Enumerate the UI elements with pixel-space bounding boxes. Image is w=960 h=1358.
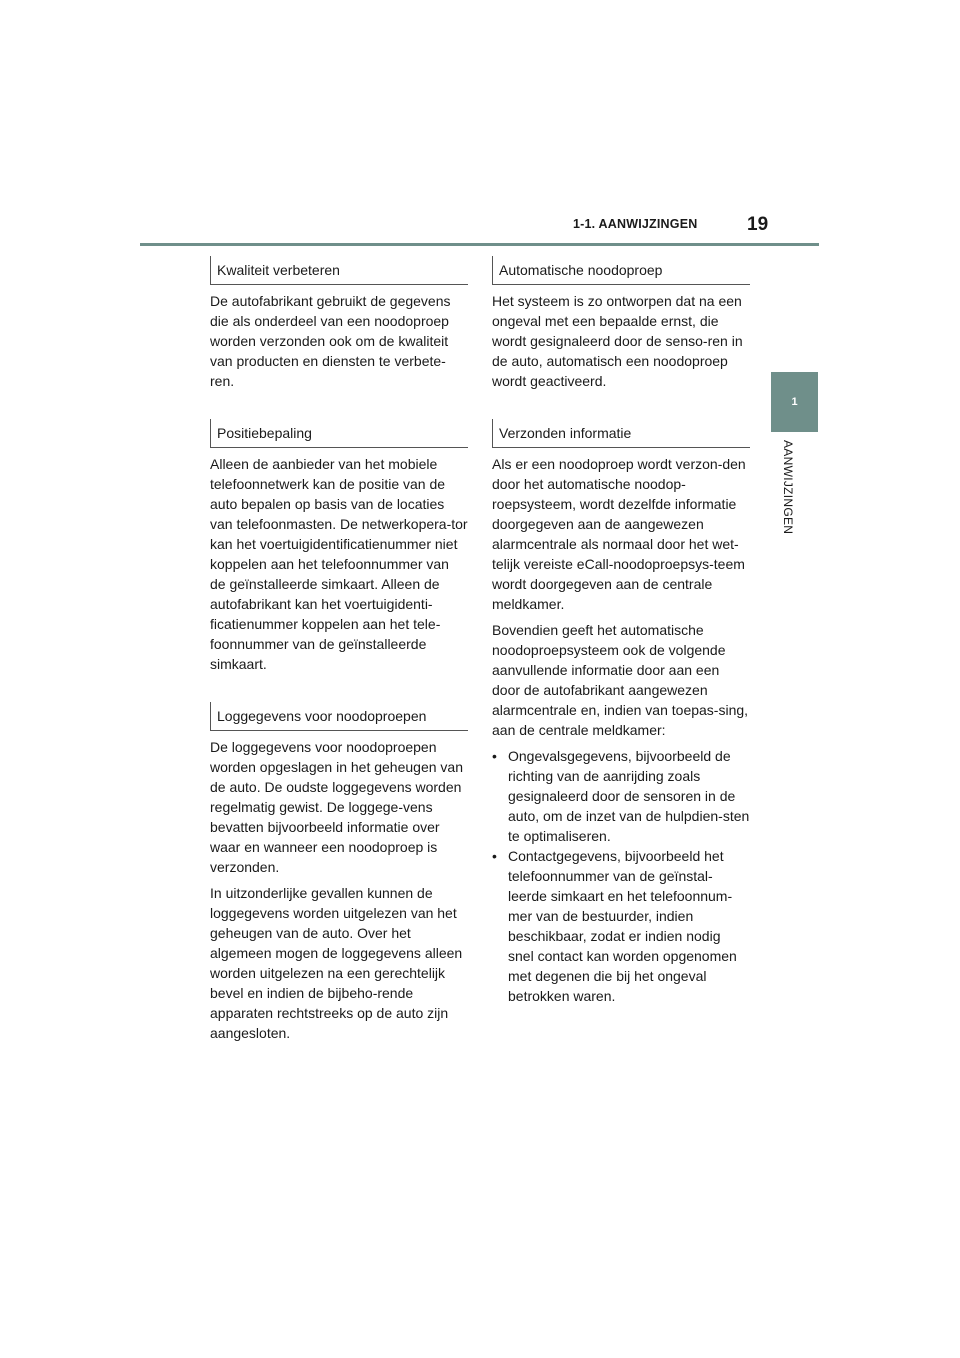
paragraph-quality: De autofabrikant gebruikt de gegevens die als onderdeel van een noodoproep worden verzonden ook om de kwaliteit van producten en diensten te verbete-ren. [210,293,451,389]
page-number: 19 [747,214,769,235]
subheading-logs: Loggegevens voor noodoproepen [210,702,468,731]
chapter-side-label: AANWIJZINGEN [781,440,795,535]
list-item: • Contactgegevens, bijvoorbeeld het telefoonnummer van de geïnstal-leerde simkaart en het telefoonnum-mer van de bestuurder, indien beschikbaar, zodat er indien nodig snel contact kan worden opgenomen met degenen die bij het ongeval betrokken waren. [492,846,750,1006]
paragraph-logs-2: In uitzonderlijke gevallen kunnen de loggegevens worden uitgelezen van het geheugen van de auto. Over het algemeen mogen de loggegevens alleen worden uitgelezen na een gerechtelijk bevel en indien de bijbeho-rende apparaten rechtstreeks op de auto zijn aangesloten. [210,885,463,1041]
left-column [210,256,468,1049]
bullet-list [492,746,750,1006]
subheading-auto-call: Automatische noodoproep [492,256,750,285]
right-column [492,256,750,1006]
header-divider [140,243,819,246]
chapter-tab [771,372,818,432]
section-header: 1-1. AANWIJZINGEN [573,217,698,231]
paragraph-logs-1: De loggegevens voor noodoproepen worden opgeslagen in het geheugen van de auto. De oudste loggegevens worden regelmatig gewist. De loggege-vens bevatten bijvoorbeeld informatie over waar en wanneer een noodoproep is verzonden. [210,739,463,875]
paragraph-sent-info-2: Bovendien geeft het automatische noodoproepsysteem ook de volgende aanvullende informatie door aan een door de autofabrikant aangewezen alarmcentrale en, indien van toepas-sing, aan de centrale meldkamer: [492,622,749,738]
subheading-position: Positiebepaling [210,419,468,448]
paragraph-position: Alleen de aanbieder van het mobiele telefoonnetwerk kan de positie van de auto bepalen op basis van de locaties van telefoonmasten. De netwerkopera-tor kan het voertuigidentificatienummer niet koppelen aan het telefoonnummer van de geïnstalleerde simkaart. Alleen de autofabrikant kan het voertuigidenti-ficatienummer koppelen aan het tele-foonnummer van de geïnstalleerde simkaart. [210,456,468,672]
subheading-sent-info: Verzonden informatie [492,419,750,448]
list-item: • Ongevalsgegevens, bijvoorbeeld de richting van de aanrijding zoals gesignaleerd door de sensoren in de auto, om de inzet van de hulpdien-sten te optimaliseren. [492,746,750,846]
paragraph-auto-call: Het systeem is zo ontworpen dat na een ongeval met een bepaalde ernst, die wordt gesignaleerd door de senso-ren in de auto, automatisch een noodoproep wordt geactiveerd. [492,293,743,389]
paragraph-sent-info-1: Als er een noodoproep wordt verzon-den door het automatische noodop-roepsysteem, wordt dezelfde informatie doorgegeven aan de aangewezen alarmcentrale als normaal door het wet-telijk vereiste eCall-noodoproepsys-teem wordt doorgegeven aan de centrale meldkamer. [492,456,746,612]
chapter-tab-number: 1 [791,396,798,408]
subheading-quality: Kwaliteit verbeteren [210,256,468,285]
